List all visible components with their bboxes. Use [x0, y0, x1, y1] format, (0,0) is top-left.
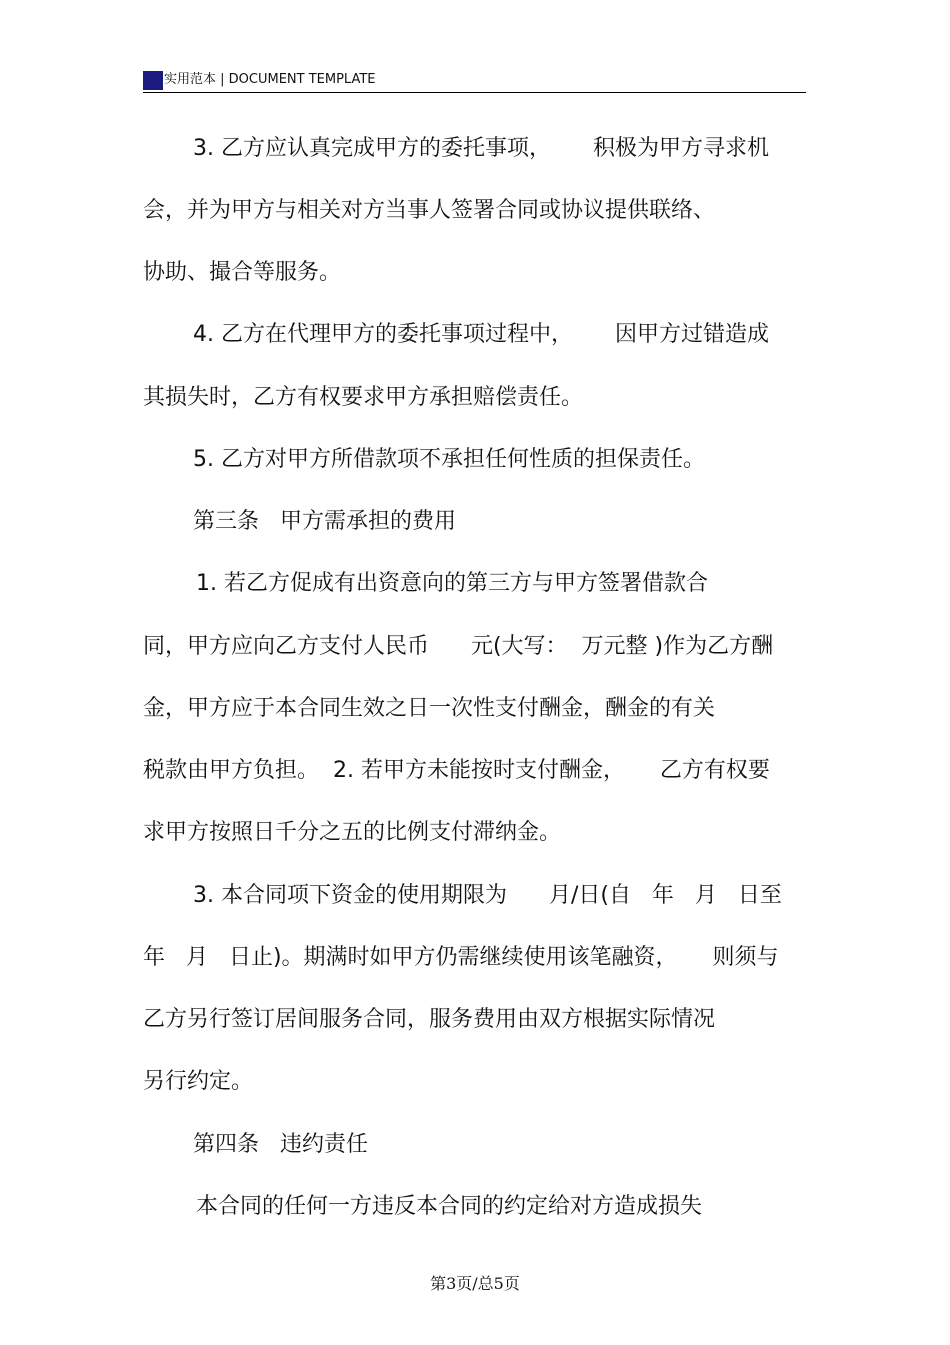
body-line: 求甲方按照日千分之五的比例支付滞纳金。 — [143, 820, 562, 845]
body-line: 3. 乙方应认真完成甲方的委托事项， 积极为甲方寻求机 — [193, 136, 769, 161]
body-line: 3. 本合同项下资金的使用期限为 月/日(自 年 月 日至 — [193, 883, 782, 908]
header-logo-square — [143, 71, 163, 90]
section-heading: 第三条 甲方需承担的费用 — [193, 509, 456, 534]
body-line: 另行约定。 — [143, 1069, 254, 1094]
body-line: 1. 若乙方促成有出资意向的第三方与甲方签署借款合 — [196, 571, 708, 596]
body-line: 4. 乙方在代理甲方的委托事项过程中， 因甲方过错造成 — [193, 322, 769, 347]
body-line: 金，甲方应于本合同生效之日一次性支付酬金，酬金的有关 — [143, 696, 716, 721]
page-indicator: 第3页/总5页 — [430, 1274, 520, 1293]
section-heading: 第四条 违约责任 — [193, 1132, 368, 1157]
body-line: 年 月 日止)。期满时如甲方仍需继续使用该笔融资， 则须与 — [143, 945, 779, 970]
body-line: 协助、撮合等服务。 — [143, 260, 342, 285]
body-line: 本合同的任何一方违反本合同的约定给对方造成损失 — [196, 1194, 703, 1219]
body-line: 乙方另行签订居间服务合同，服务费用由双方根据实际情况 — [143, 1007, 716, 1032]
body-line: 税款由甲方负担。 2. 若甲方未能按时支付酬金， 乙方有权要 — [143, 758, 770, 783]
document-header — [143, 68, 806, 93]
body-line: 其损失时，乙方有权要求甲方承担赔偿责任。 — [143, 385, 584, 410]
body-line: 同，甲方应向乙方支付人民币 元(大写： 万元整 )作为乙方酬 — [143, 634, 774, 659]
body-line: 5. 乙方对甲方所借款项不承担任何性质的担保责任。 — [193, 447, 705, 472]
header-label: 实用范本 | DOCUMENT TEMPLATE — [164, 72, 376, 87]
body-line: 会，并为甲方与相关对方当事人签署合同或协议提供联络、 — [143, 198, 716, 223]
